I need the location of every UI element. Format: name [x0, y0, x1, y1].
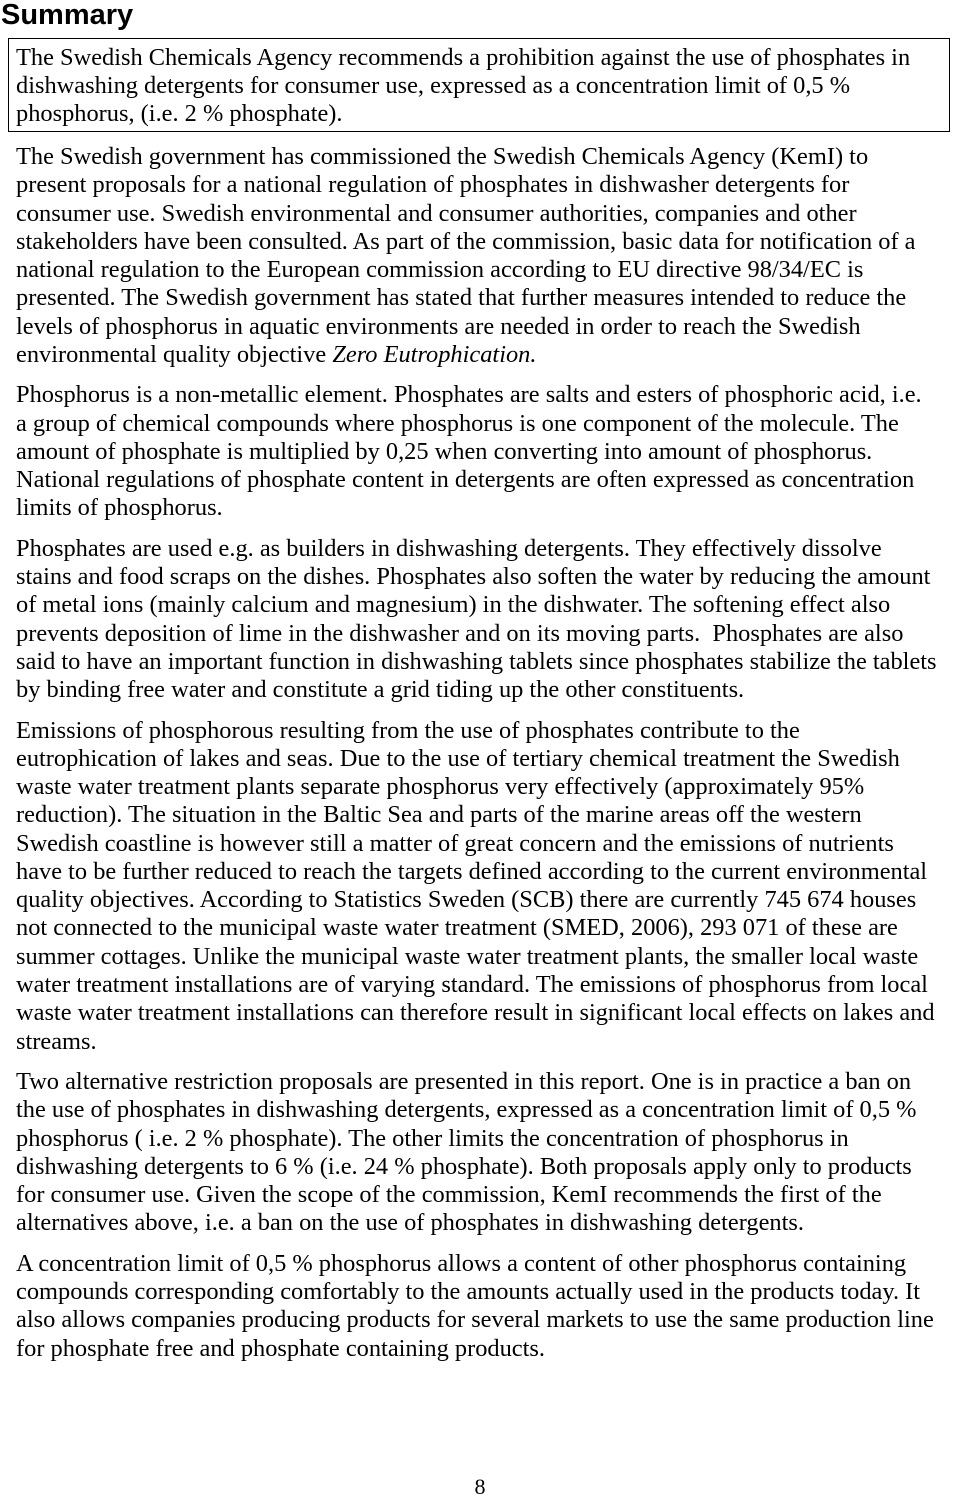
text-line [16, 341, 946, 369]
text-line: phosphorus, (i.e. 2 % phosphate). [16, 100, 343, 128]
text-line: Emissions of phosphorous resulting from the use of phosphates contribute to the [16, 716, 800, 744]
text-line: of metal ions (mainly calcium and magnesium) in the dishwater. The softening effect also [16, 591, 891, 619]
body-paragraph [16, 717, 946, 1056]
text-line: quality objectives. According to Statistics Sweden (SCB) there are currently 745 674 houses [16, 886, 917, 914]
body-paragraph [16, 143, 946, 369]
text-line: also allows companies producing products for several markets to use the same production line [16, 1306, 934, 1334]
emphasized-term: Zero Eutrophication. [332, 340, 537, 368]
text-line: present proposals for a national regulation of phosphates in dishwasher detergents for [16, 171, 850, 199]
text-line: dishwashing detergents to 6 % (i.e. 24 % phosphate). Both proposals apply only to products [16, 1152, 912, 1180]
text-line: Phosphorus is a non-metallic element. Phosphates are salts and esters of phosphoric acid, i.e. [16, 381, 922, 409]
text-line: dishwashing detergents for consumer use, expressed as a concentration limit of 0,5 % [16, 71, 851, 99]
text-line: summer cottages. Unlike the municipal waste water treatment plants, the smaller local waste [16, 942, 919, 970]
summary-body [16, 143, 946, 1375]
body-paragraph [16, 1068, 946, 1238]
text-line: limits of phosphorus. [16, 494, 223, 522]
text-line: compounds corresponding comfortably to the amounts actually used in the products today. It [16, 1278, 921, 1306]
text-line: for consumer use. Given the scope of the commission, KemI recommends the first of the [16, 1181, 882, 1209]
text-line: Swedish coastline is however still a matter of great concern and the emissions of nutrients [16, 829, 894, 857]
page-title: Summary [1, 0, 134, 31]
text-line: presented. The Swedish government has stated that further measures intended to reduce the [16, 284, 907, 312]
text-line: stains and food scraps on the dishes. Phosphates also soften the water by reducing the amount [16, 563, 931, 591]
text-line: streams. [16, 1027, 97, 1055]
text-line: the use of phosphates in dishwashing detergents, expressed as a concentration limit of 0,5 % [16, 1096, 917, 1124]
text-line: reduction). The situation in the Baltic Sea and parts of the marine areas off the western [16, 801, 862, 829]
text-line: prevents deposition of lime in the dishwasher and on its moving parts. Phosphates are also [16, 619, 904, 647]
text-line: The Swedish Chemicals Agency recommends a prohibition against the use of phosphates in [16, 43, 911, 71]
page-number: 8 [474, 1474, 486, 1499]
text-line: eutrophication of lakes and seas. Due to the use of tertiary chemical treatment the Swedish [16, 744, 900, 772]
text-line: for phosphate free and phosphate containing products. [16, 1334, 545, 1362]
text-line: alternatives above, i.e. a ban on the use of phosphates in dishwashing detergents. [16, 1209, 804, 1237]
text-line: stakeholders have been consulted. As part of the commission, basic data for notification of a [16, 227, 916, 255]
text-line: waste water treatment installations can therefore result in significant local effects on lakes and [16, 999, 935, 1027]
text-line: water treatment installations are of varying standard. The emissions of phosphorus from local [16, 971, 928, 998]
text-line: phosphorus ( i.e. 2 % phosphate). The other limits the concentration of phosphorus in [16, 1124, 849, 1152]
text-line: not connected to the municipal waste water treatment (SMED, 2006), 293 071 of these are [16, 914, 898, 942]
body-paragraph [16, 381, 946, 522]
text-line: by binding free water and constitute a grid tiding up the other constituents. [16, 676, 745, 704]
text-line: The Swedish government has commissioned the Swedish Chemicals Agency (KemI) to [16, 143, 869, 170]
text-line: A concentration limit of 0,5 % phosphorus allows a content of other phosphorus containing [16, 1249, 907, 1277]
text-line: Phosphates are used e.g. as builders in dishwashing detergents. They effectively dissolve [16, 534, 882, 562]
text-line: National regulations of phosphate content in detergents are often expressed as concentration [16, 466, 915, 494]
text-line: a group of chemical compounds where phosphorus is one component of the molecule. The [16, 409, 899, 437]
body-paragraph [16, 1250, 946, 1363]
summary-highlight-box [8, 38, 950, 132]
body-paragraph [16, 535, 946, 705]
text-line: Two alternative restriction proposals are presented in this report. One is in practice a ban on [16, 1067, 912, 1095]
text-line: said to have an important function in dishwashing tablets since phosphates stabilize the tablets [16, 647, 937, 675]
text-line: have to be further reduced to reach the targets defined according to the current environmental [16, 857, 928, 885]
text-line: waste water treatment plants separate phosphorus very effectively (approximately 95% [16, 773, 865, 801]
text-line: amount of phosphate is multiplied by 0,25 when converting into amount of phosphorus. [16, 437, 873, 465]
text-line: national regulation to the European commission according to EU directive 98/34/EC is [16, 256, 864, 284]
text-line: consumer use. Swedish environmental and consumer authorities, companies and other [16, 199, 857, 227]
text-line: levels of phosphorus in aquatic environments are needed in order to reach the Swedish [16, 312, 861, 340]
text-segment: environmental quality objective [16, 340, 333, 368]
